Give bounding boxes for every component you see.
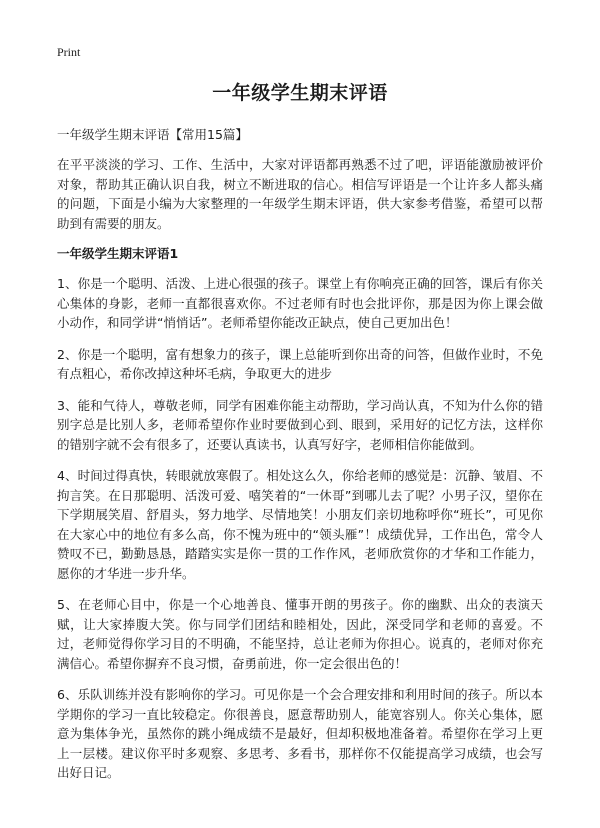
comment-entry-4: 4、时间过得真快，转眼就放寒假了。相处这么久，你给老师的感觉是：沉静、皱眉、不拘言笑。在日那聪明、活泼可爱、嘻笑着的“一休哥”到哪儿去了呢？小男子汉，望你在下学期展笑眉、舒眉头，努力地学、尽情地笑！小朋友们亲切地称呼你“班长”，可见你在大家心中的地位有多么高，你不愧为班中的“领头雁”！成绩优异，工作出色，常令人赞叹不已，勤勤恳恳，踏踏实实是你一贯的工作作风，老师欣赏你的才华和工作能力，愿你的才华进一步升华。: [57, 468, 543, 581]
section-heading: 一年级学生期末评语1: [57, 246, 179, 261]
comment-entry-1: 1、你是一个聪明、活泼、上进心很强的孩子。课堂上有你响亮正确的回答，课后有你关心集体的身影，老师一直都很喜欢你。不过老师有时也会批评你，那是因为你上课会做小动作，和同学讲“悄悄话”。老师希望你能改正缺点，使自己更加出色！: [57, 276, 543, 330]
intro-paragraph: 在平平淡淡的学习、工作、生活中，大家对评语都再熟悉不过了吧，评语能激励被评价对象，帮助其正确认识自我，树立不断进取的信心。相信写评语是一个让许多人都头痛的问题，下面是小编为大家整理的一年级学生期末评语，供大家参考借鉴，希望可以帮助到有需要的朋友。: [57, 157, 543, 231]
comment-entry-6: 6、乐队训练并没有影响你的学习。可见你是一个会合理安排和利用时间的孩子。所以本学期你的学习一直比较稳定。你很善良，愿意帮助别人，能宽容别人。你关心集体，愿意为集体争光，虽然你的跳小绳成绩不是最好，但却积极地准备着。希望你在学习上更上一层楼。建议你平时多观察、多思考、多看书，那样你不仅能提高学习成绩，也会写出好日记。: [57, 687, 543, 780]
subtitle: 一年级学生期末评语【常用15篇】: [57, 127, 248, 142]
comment-entry-5: 5、在老师心目中，你是一个心地善良、懂事开朗的男孩子。你的幽默、出众的表演天赋，让大家捧腹大笑。你与同学们团结和睦相处，因此，深受同学和老师的喜爱。不过，老师觉得你学习目的不明确，不能坚持，总让老师为你担心。说真的，老师对你充满信心。希望你摒弃不良习惯，奋勇前进，你一定会很出色的！: [57, 597, 543, 671]
comment-entry-2: 2、你是一个聪明，富有想象力的孩子，课上总能听到你出奇的问答，但做作业时，不免有点粗心，希你改掉这种坏毛病，争取更大的进步: [57, 346, 543, 381]
comment-entry-3: 3、能和气待人，尊敬老师，同学有困难你能主动帮助，学习尚认真，不知为什么你的错别字总是比别人多，老师希望你作业时要做到心到、眼到，采用好的记忆方法，这样你的错别字就不会有很多了，还要认真读书，认真写好字，老师相信你能做到。: [57, 397, 543, 452]
page-title: 一年级学生期末评语: [212, 82, 388, 104]
print-link[interactable]: Print: [57, 45, 81, 59]
